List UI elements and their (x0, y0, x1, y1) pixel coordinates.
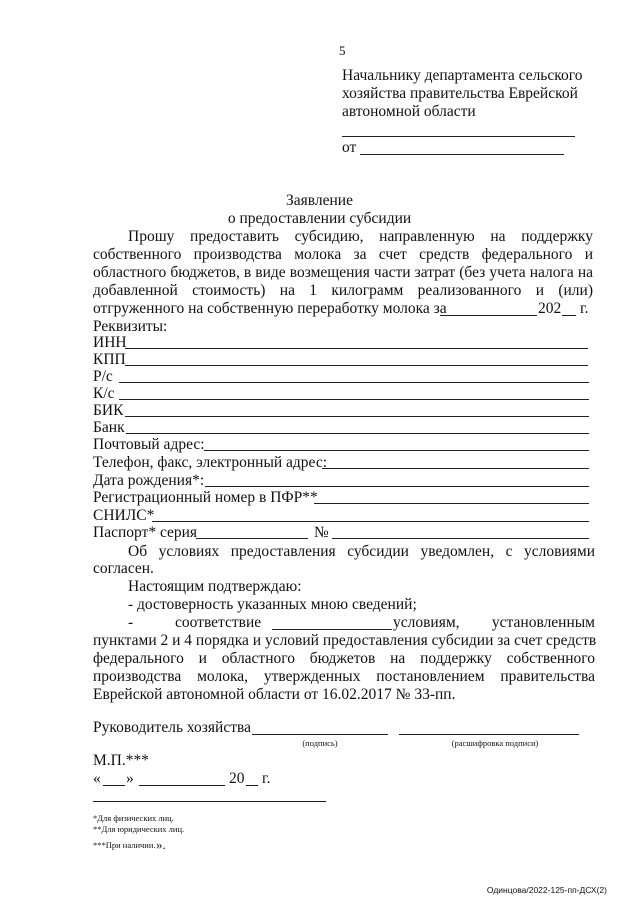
signature-caption: (подпись) (302, 738, 338, 748)
pfr-number-field[interactable] (314, 503, 589, 504)
request-line-4: добавленной стоимость) на 1 килограмм реализованного и (или) (93, 282, 593, 299)
date-month-field[interactable] (139, 785, 225, 786)
birth-date-field[interactable] (205, 486, 589, 487)
stamp-label: М.П.*** (93, 752, 149, 769)
request-line-5: отгруженного на собственную переработку молока за (93, 300, 447, 317)
document-code: Одинцова/2022-125-пп-ДСХ(2) (486, 885, 607, 895)
date-day-field[interactable] (103, 785, 125, 786)
addressee-blank-line[interactable] (342, 136, 575, 137)
confirm-line-5: Еврейской автономной области от 16.02.2017 № 33-пп. (93, 686, 456, 703)
compliance-blank-line[interactable] (272, 629, 392, 630)
confirm-item-2-dash: - (128, 614, 134, 631)
year-blank-line[interactable] (562, 315, 576, 316)
snils-field[interactable] (152, 521, 589, 522)
confirm-line-3: федерального и областного бюджетов на поддержку собственного (93, 650, 595, 667)
birth-date-label: Дата рождения*: (93, 472, 205, 489)
contacts-field[interactable] (322, 468, 589, 469)
footnote-separator (93, 801, 326, 802)
year-suffix: г. (580, 300, 589, 317)
passport-series-label: Паспорт* серия (93, 524, 198, 541)
request-line-3: областного бюджетов, в виде возмещения части затрат (без учета налога на (93, 264, 593, 281)
pfr-number-label: Регистрационный номер в ПФР** (93, 489, 318, 506)
signature-decode-field[interactable] (399, 734, 579, 735)
passport-number-label: № (314, 524, 329, 541)
document-subtitle: о предоставлении субсидии (227, 210, 412, 227)
document-title: Заявление (286, 192, 353, 209)
ks-label: К/с (93, 385, 115, 402)
footnote-3: ***При наличии. (93, 840, 156, 850)
kpp-label: КПП (93, 351, 126, 368)
inn-field[interactable] (125, 348, 588, 349)
request-line-1: Прошу предоставить субсидию, направленную на поддержку (128, 228, 593, 245)
conditions-line-1: Об условиях предоставления субсидии уведомлен, с условиями (128, 543, 595, 560)
bank-field[interactable] (126, 433, 589, 434)
rs-label: Р/с (93, 368, 113, 385)
postal-address-field[interactable] (204, 450, 589, 451)
page-number: 5 (339, 43, 346, 58)
year-prefix: 202 (538, 300, 562, 317)
passport-number-field[interactable] (332, 538, 589, 539)
footnote-1: *Для физических лиц. (93, 813, 174, 823)
addressee-line-1: Начальнику департамента сельского (342, 67, 583, 84)
request-line-2: собственного производства молока за счет средств федерального и (93, 246, 593, 263)
confirm-item-2-rest: условиям, установленным (393, 614, 595, 631)
bank-label: Банк (93, 419, 125, 436)
requisites-heading: Реквизиты: (93, 318, 168, 335)
signature-field[interactable] (252, 734, 388, 735)
addressee-line-3: автономной области (342, 103, 476, 120)
month-blank-line[interactable] (440, 315, 537, 316)
addressee-line-2: хозяйства правительства Еврейской (342, 85, 578, 102)
kpp-field[interactable] (125, 365, 588, 366)
footnote-2: **Для юридических лиц. (93, 824, 185, 834)
ks-field[interactable] (119, 399, 589, 400)
date-open-quote: « (93, 770, 101, 787)
conditions-line-2: согласен. (93, 560, 154, 577)
from-blank-line[interactable] (360, 154, 564, 155)
date-close-quote: » (126, 770, 134, 787)
date-year-suffix: г. (262, 770, 271, 787)
rs-field[interactable] (119, 382, 589, 383)
confirm-item-2-word: соответствие (175, 614, 262, 631)
from-label: от (342, 139, 357, 156)
confirm-heading: Настоящим подтверждаю: (128, 578, 302, 595)
date-year-prefix: 20 (229, 770, 245, 787)
confirm-item-1: - достоверность указанных мною сведений; (128, 596, 417, 613)
confirm-line-4: производства молока, утвержденных постановлением правительства (93, 668, 595, 685)
confirm-line-2: пунктами 2 и 4 порядка и условий предоставления субсидии за счет средств (93, 632, 597, 649)
footnote-3-tail: ». (156, 837, 166, 852)
signature-label: Руководитель хозяйства (93, 719, 251, 736)
passport-series-field[interactable] (196, 538, 308, 539)
postal-address-label: Почтовый адрес: (93, 436, 205, 453)
signature-decode-caption: (расшифровка подписи) (451, 738, 539, 748)
inn-label: ИНН (93, 334, 127, 351)
bik-label: БИК (93, 402, 124, 419)
contacts-label: Телефон, факс, электронный адрес: (93, 454, 328, 471)
date-year-field[interactable] (246, 785, 258, 786)
snils-label: СНИЛС* (93, 507, 155, 524)
bik-field[interactable] (125, 416, 589, 417)
